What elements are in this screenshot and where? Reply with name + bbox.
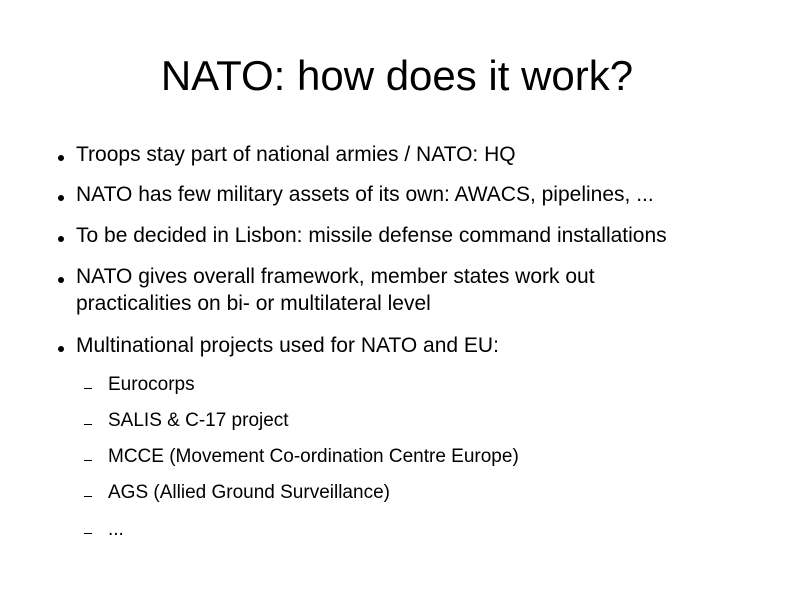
dash-icon	[84, 533, 92, 534]
dash-icon	[84, 460, 92, 461]
bullet-dot-icon	[58, 195, 64, 201]
sub-bullet-text: Eurocorps	[108, 374, 195, 395]
bullet-dot-icon	[58, 155, 64, 161]
sub-bullet-text: ...	[108, 519, 124, 540]
bullet-dot-icon	[58, 346, 64, 352]
bullet-text: Multinational projects used for NATO and EU:	[76, 334, 499, 357]
dash-icon	[84, 496, 92, 497]
bullet-text: NATO has few military assets of its own: AWACS, pipelines, ...	[76, 183, 654, 206]
bullet-dot-icon	[58, 236, 64, 242]
dash-icon	[84, 388, 92, 389]
sub-bullet-text: SALIS & C-17 project	[108, 410, 289, 431]
dash-icon	[84, 424, 92, 425]
bullet-text: NATO gives overall framework, member states work out practicalities on bi- or multilateral level	[76, 265, 595, 315]
bullet-dot-icon	[58, 277, 64, 283]
bullet-text: Troops stay part of national armies / NATO: HQ	[76, 143, 516, 166]
bullet-text: To be decided in Lisbon: missile defense command installations	[76, 224, 667, 247]
sub-bullet-text: MCCE (Movement Co-ordination Centre Europe)	[108, 446, 519, 467]
slide-title: NATO: how does it work?	[160, 52, 634, 99]
sub-bullet-text: AGS (Allied Ground Surveillance)	[108, 482, 390, 503]
